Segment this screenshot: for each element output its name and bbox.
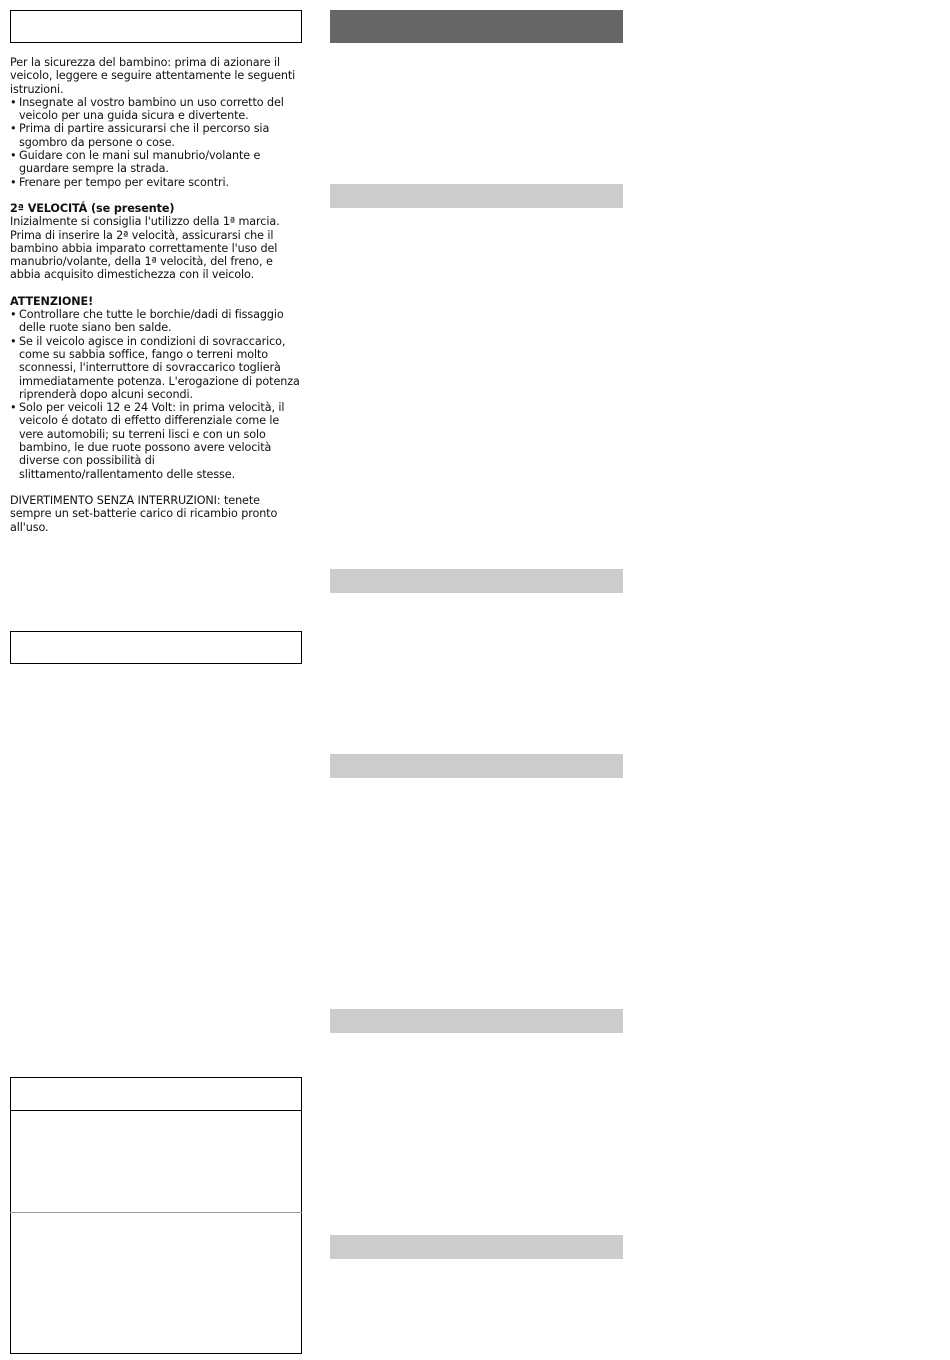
speed2-text: Inizialmente si consiglia l'utilizzo della 1ª marcia. Prima di inserire la 2ª velocità, assicurarsi che il bambino abbia imparato correttamente l'uso del manubrio/volante, della 1ª velocità, del freno, e abbia acquisito dimestichezza con il veicolo. xyxy=(10,215,280,282)
table-divider xyxy=(10,1212,302,1213)
table-box-bottom xyxy=(10,1077,302,1354)
attention-list xyxy=(10,308,302,481)
list-item: • Prima di partire assicurarsi che il percorso sia sgombro da persone o cose. xyxy=(10,122,302,149)
header-box-middle xyxy=(10,631,302,664)
list-item: • Se il veicolo agisce in condizioni di sovraccarico, come su sabbia soffice, fango o terreni molto sconnessi, l'interruttore di sovraccarico toglierà immediatamente potenza. L'erogazione di potenza riprenderà dopo alcuni secondi. xyxy=(10,335,302,401)
list-item: • Frenare per tempo per evitare scontri. xyxy=(10,176,302,189)
list-item: • Solo per veicoli 12 e 24 Volt: in prima velocità, il veicolo é dotato di effetto differenziale come le vere automobili; su terreni lisci e con un solo bambino, le due ruote possono avere velocità diverse con possibilità di slittamento/rallentamento delle stesse. xyxy=(10,401,302,481)
instructions-text xyxy=(10,56,302,534)
attention-heading: ATTENZIONE! xyxy=(10,294,94,308)
fun-paragraph: DIVERTIMENTO SENZA INTERRUZIONI: tenete sempre un set-batterie carico di ricambio pronto all'uso. xyxy=(10,493,278,534)
section-bar xyxy=(330,754,623,778)
list-item: • Controllare che tutte le borchie/dadi di fissaggio delle ruote siano ben salde. xyxy=(10,308,302,335)
section-bar-dark xyxy=(330,10,623,43)
intro-list xyxy=(10,96,302,189)
list-item: • Guidare con le mani sul manubrio/volante e guardare sempre la strada. xyxy=(10,149,302,176)
intro-paragraph: Per la sicurezza del bambino: prima di azionare il veicolo, leggere e seguire attentamente le seguenti istruzioni. xyxy=(10,56,296,96)
list-item: • Insegnate al vostro bambino un uso corretto del veicolo per una guida sicura e divertente. xyxy=(10,96,302,123)
speed2-heading: 2ª VELOCITÁ (se presente) xyxy=(10,201,175,215)
section-bar xyxy=(330,1235,623,1259)
section-bar xyxy=(330,1009,623,1033)
header-box-top xyxy=(10,10,302,43)
section-bar xyxy=(330,569,623,593)
table-divider xyxy=(10,1110,302,1111)
section-bar xyxy=(330,184,623,208)
